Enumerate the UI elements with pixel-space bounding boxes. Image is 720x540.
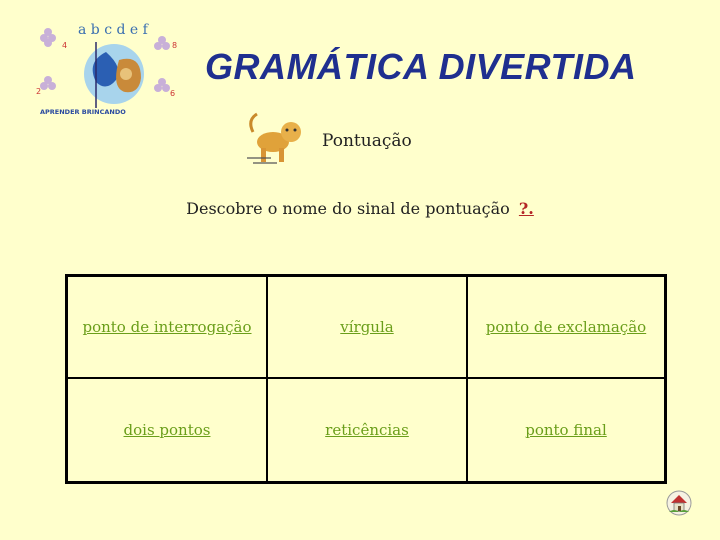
option-virgula[interactable]: vírgula (268, 277, 468, 379)
logo-letters: a b c d e f (78, 22, 148, 38)
option-dois-pontos[interactable]: dois pontos (68, 379, 268, 481)
home-icon[interactable] (666, 490, 692, 516)
option-ponto-final[interactable]: ponto final (525, 421, 607, 439)
option-reticencias[interactable]: reticências (268, 379, 468, 481)
option-ponto-de-exclamacao[interactable]: ponto de exclamação (468, 277, 664, 379)
option-ponto-de-interrogacao[interactable]: ponto de interrogação (68, 277, 268, 379)
instruction-text (0, 199, 720, 218)
subtitle-pontuacao: Pontuação (322, 131, 412, 151)
logo-number-2: 8 (172, 41, 178, 50)
aprender-brincando-logo (34, 12, 184, 120)
lion-cub-icon (243, 108, 309, 168)
logo-number-4: 6 (170, 89, 176, 98)
instruction-sentence: Descobre o nome do sinal de pontuação (186, 199, 510, 218)
answer-options-grid (65, 274, 667, 484)
punctuation-mark: ?. (518, 199, 534, 218)
logo-caption: APRENDER BRINCANDO (40, 108, 126, 116)
page-title: GRAMÁTICA DIVERTIDA (205, 46, 637, 87)
logo-number-1: 4 (62, 41, 68, 50)
logo-number-3: 2 (36, 87, 42, 96)
